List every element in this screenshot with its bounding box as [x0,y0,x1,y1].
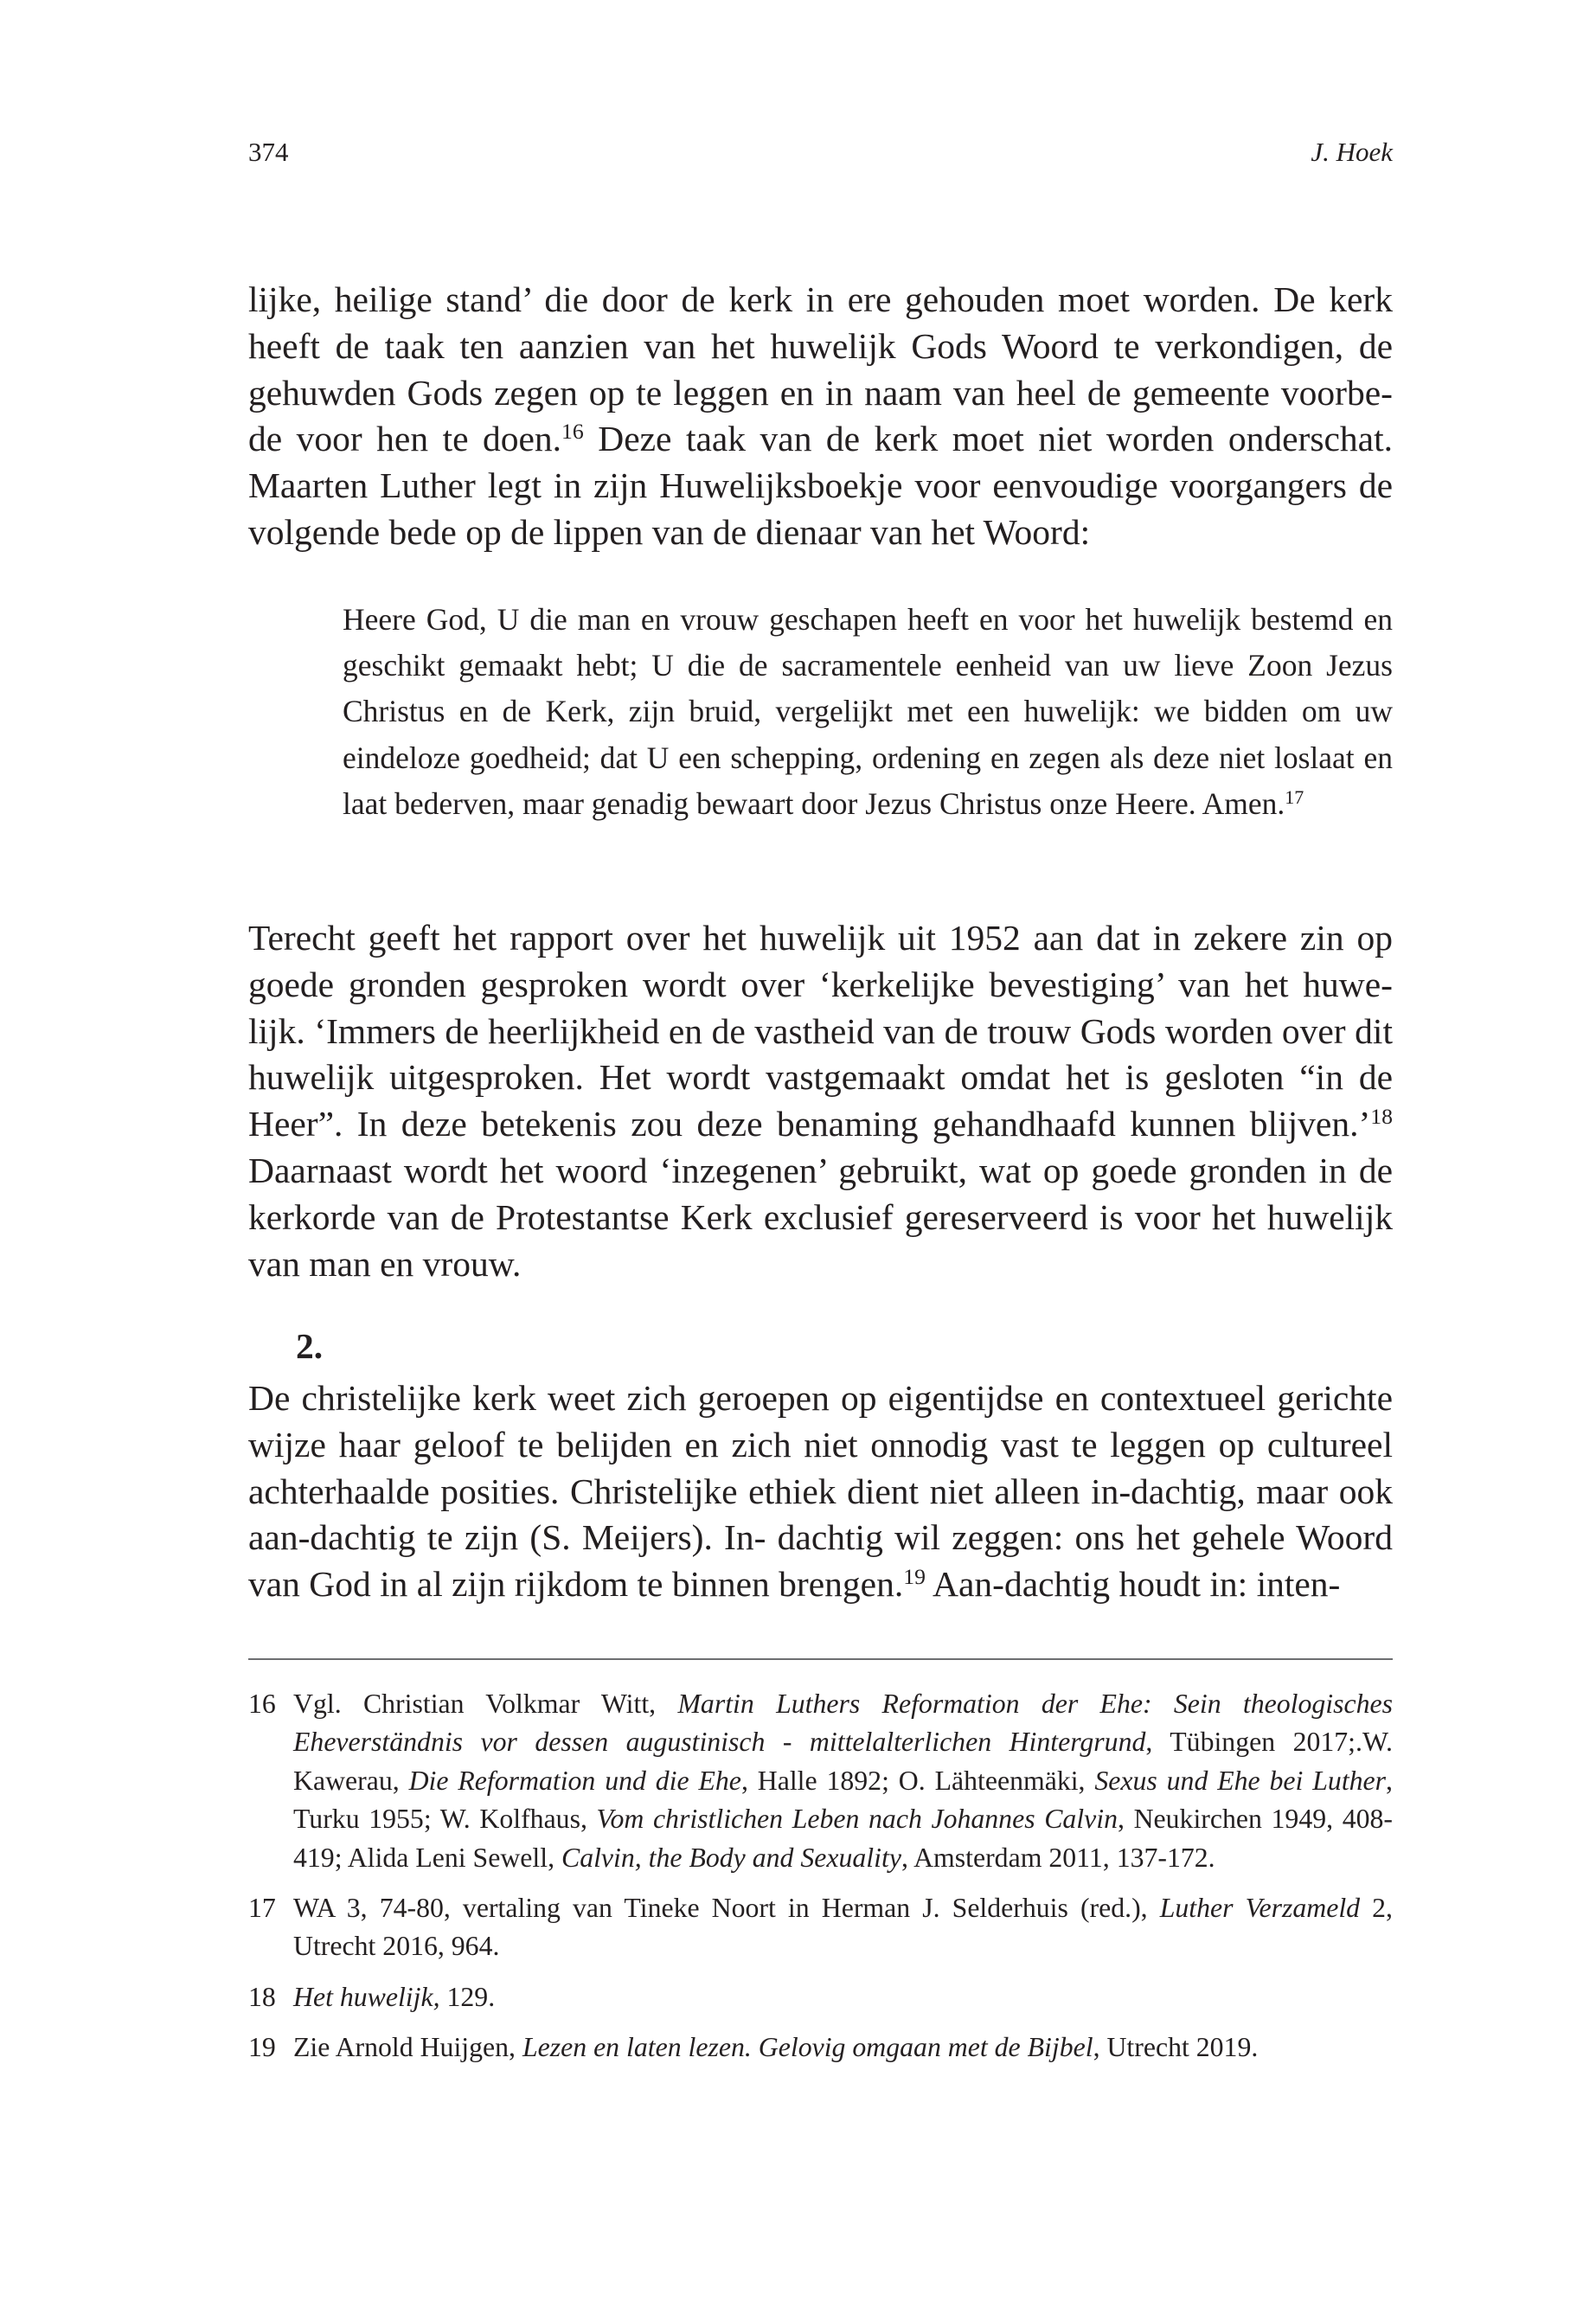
footnote-ref-19[interactable]: 19 [903,1564,926,1590]
footnote-18 [248,1978,1393,2016]
footnote-number: 17 [248,1893,276,1924]
footnote-19 [248,2029,1393,2067]
footnote-text: Het huwelijk, 129. [293,1981,496,2012]
quote-text: Heere God, U die man en vrouw geschapen heeft en voor het huwelijk bestemd en geschikt gemaakt hebt; U die de sacramentele eenheid van uw lieve Zoon Jezus Christus en de Kerk, zijn bruid, vergelijkt met een huwelijk: we bidden om uw eindeloze goedheid; dat U een schepping, ordening en zegen als deze niet loslaat en laat bederven, maar genadig bewaart door Jezus Christus onze Heere. Amen. [343,602,1393,821]
paragraph-text: lijke, heilige stand’ die door de kerk in ere gehouden moet worden. De kerk heeft de taak ten aanzien van het huwelijk Gods Woord te verkondigen, de gehuwden Gods zegen op te leggen en in naam van heel de gemeente voorbe-de voor hen te doen. [248,279,1393,459]
footnote-ref-17[interactable]: 17 [1285,785,1304,808]
footnote-number: 18 [248,1981,276,2012]
footnote-ref-16[interactable]: 16 [561,419,584,445]
footnote-number: 16 [248,1689,276,1719]
footnote-number: 19 [248,2032,276,2063]
paragraph-text: Deze taak van de kerk moet niet worden onderschat. Maarten Luther legt in zijn Huwelijksboekje voor eenvoudige voorgangers de volgende bede op de lippen van de dienaar van het Woord: [248,419,1393,552]
body-paragraph-1 [248,277,1393,556]
paragraph-text: Daarnaast wordt het woord ‘inzegenen’ gebruikt, wat op goede gronden in de kerkorde van de Protestantse Kerk exclusief gereserveerd is voor het huwelijk van man en vrouw. [248,1150,1393,1284]
footnotes [248,1685,1393,2080]
running-head: J. Hoek [1311,137,1393,167]
page-header [248,137,1393,180]
block-quote [343,597,1393,827]
footnote-divider [248,1658,1393,1660]
footnote-text: Vgl. Christian Volkmar Witt, Martin Luthers Reformation der Ehe: Sein theologisches Eheverständnis vor dessen augustinisch - mittelalterlichen Hintergrund, Tübingen 2017;.W. Kawerau, Die Reformation und die Ehe, Halle 1892; O. Lähteenmäki, Sexus und Ehe bei Luther, Turku 1955; W. Kolfhaus, Vom christlichen Leben nach Johannes Calvin, Neukirchen 1949, 408-419; Alida Leni Sewell, Calvin, the Body and Sexuality, Amsterdam 2011, 137-172. [293,1689,1394,1873]
paragraph-text: De christelijke kerk weet zich geroepen op eigentijdse en contextueel gerichte wijze haar geloof te belijden en zich niet onnodig vast te leggen op cultureel achterhaalde posities. Christelijke ethiek dient niet alleen in-dachtig, maar ook aan-dachtig te zijn (S. Meijers). In- dachtig wil zeggen: ons het gehele Woord van God in al zijn rijkdom te binnen brengen. [248,1378,1393,1605]
footnote-text: WA 3, 74-80, vertaling van Tineke Noort in Herman J. Selderhuis (red.), Luther Verzameld 2, Utrecht 2016, 964. [293,1893,1394,1962]
footnote-17 [248,1889,1393,1966]
footnote-16 [248,1685,1393,1877]
body-paragraph-2 [248,915,1393,1287]
body-paragraph-3 [248,1375,1393,1608]
paragraph-text: Terecht geeft het rapport over het huwelijk uit 1952 aan dat in zekere zin op goede gronden gesproken wordt over ‘kerkelijke bevestiging’ van het huwe-lijk. ‘Immers de heerlijkheid en de vastheid van de trouw Gods worden over dit huwelijk uitgesproken. Het wordt vastgemaakt omdat het is gesloten “in de Heer”. In deze betekenis zou deze benaming gehandhaafd kunnen blijven.’ [248,918,1393,1144]
page-number: 374 [248,137,289,167]
footnote-text: Zie Arnold Huijgen, Lezen en laten lezen. Gelovig omgaan met de Bijbel, Utrecht 2019. [293,2032,1259,2063]
paragraph-text: Aan-dachtig houdt in: inten- [925,1564,1341,1605]
footnote-ref-18[interactable]: 18 [1370,1104,1393,1130]
section-number: 2. [296,1326,324,1366]
